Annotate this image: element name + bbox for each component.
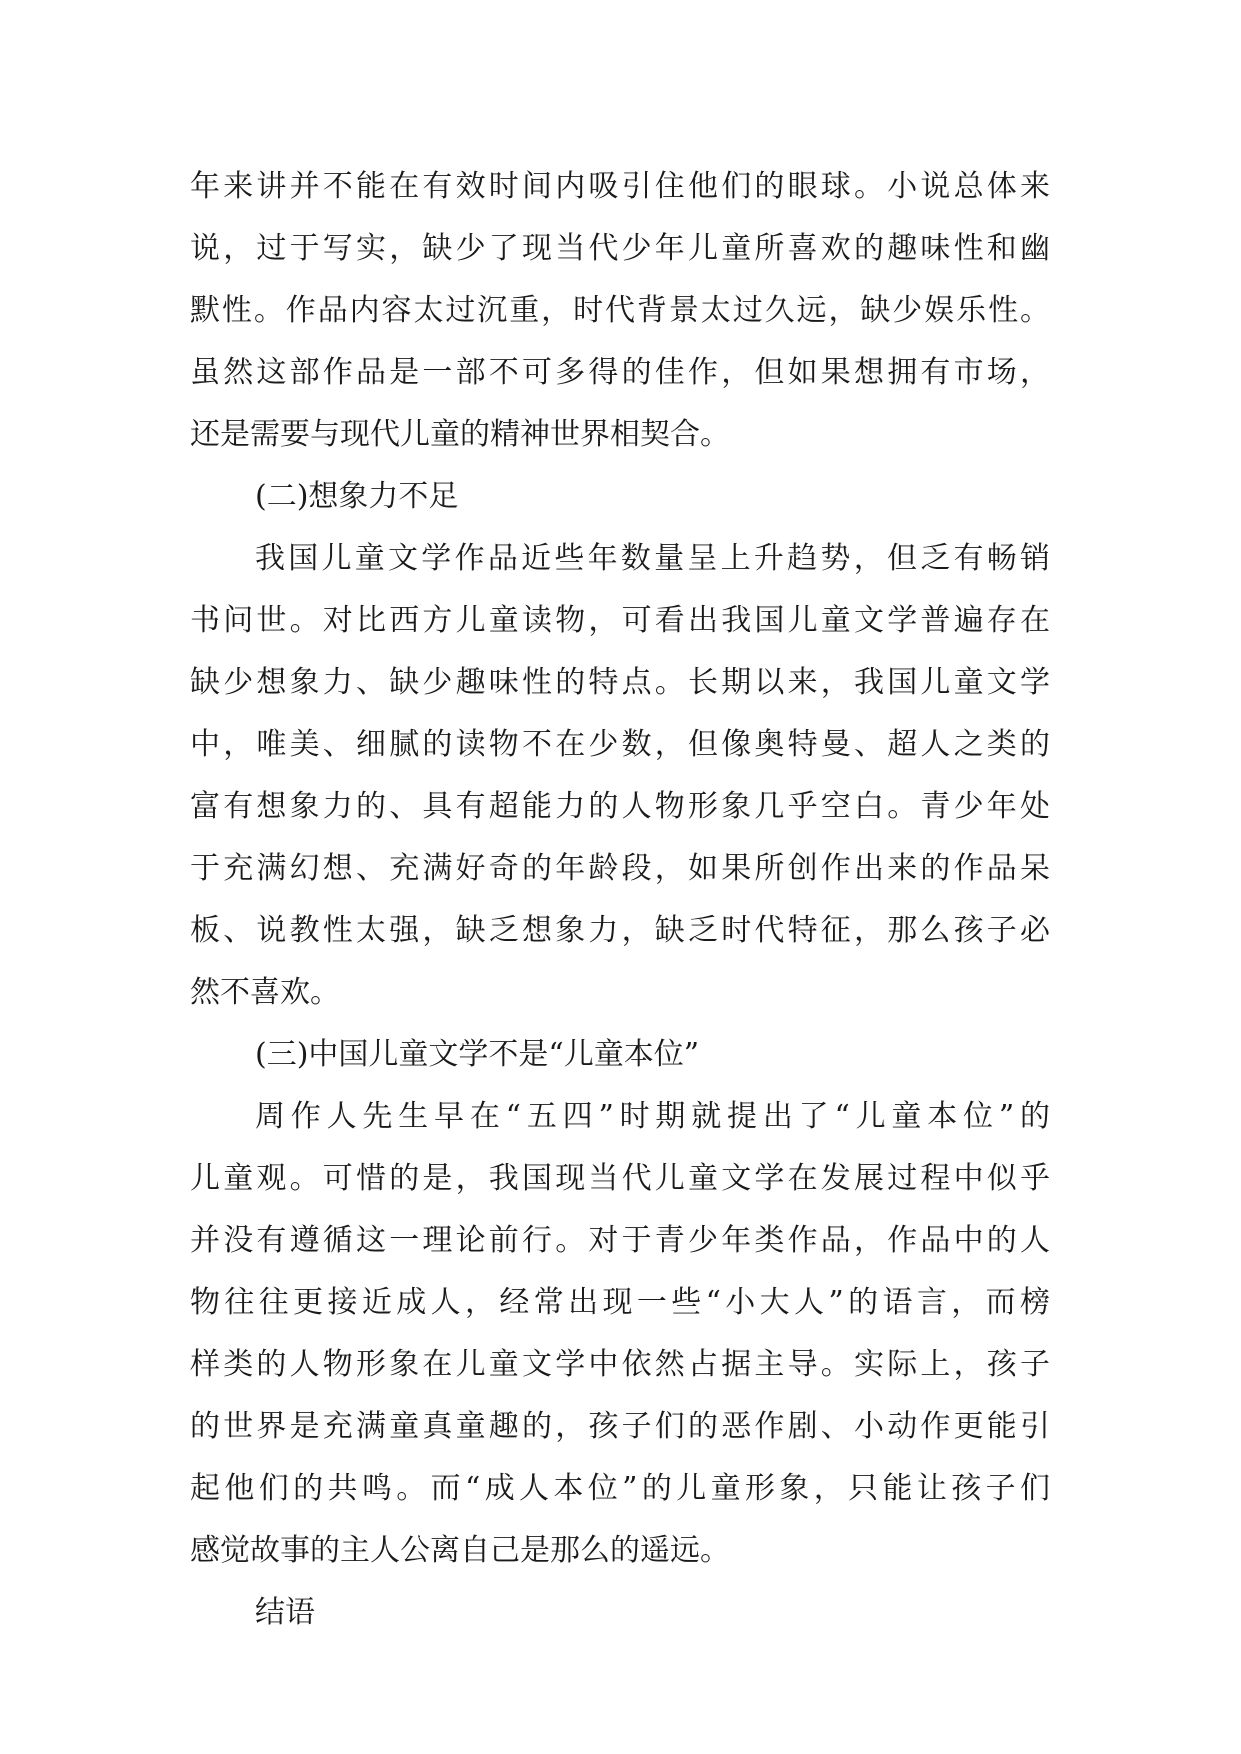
paragraph-1-line-3: 默性。作品内容太过沉重，时代背景太过久远，缺少娱乐性。	[190, 293, 1050, 328]
paragraph-2-line-8: 然不喜欢。	[190, 975, 340, 1010]
paragraph-1-line-4: 虽然这部作品是一部不可多得的佳作，但如果想拥有市场，	[190, 355, 1050, 390]
paragraph-3-line-5: 样类的人物形象在儿童文学中依然占据主导。实际上，孩子	[190, 1347, 1050, 1382]
paragraph-3-line-7: 起他们的共鸣。而“成人本位”的儿童形象，只能让孩子们	[190, 1471, 1050, 1506]
paragraph-2-line-3: 缺少想象力、缺少趣味性的特点。长期以来，我国儿童文学	[190, 665, 1050, 700]
paragraph-3-line-1: 周作人先生早在“五四”时期就提出了“儿童本位”的	[255, 1099, 1050, 1134]
paragraph-2-line-2: 书问世。对比西方儿童读物，可看出我国儿童文学普遍存在	[190, 603, 1050, 638]
paragraph-3-line-4: 物往往更接近成人，经常出现一些“小大人”的语言，而榜	[190, 1285, 1050, 1320]
section-heading-imagination: (二)想象力不足	[255, 479, 459, 514]
paragraph-2-line-7: 板、说教性太强，缺乏想象力，缺乏时代特征，那么孩子必	[190, 913, 1050, 948]
paragraph-2-line-4: 中，唯美、细腻的读物不在少数，但像奥特曼、超人之类的	[190, 727, 1050, 762]
paragraph-3-line-6: 的世界是充满童真童趣的，孩子们的恶作剧、小动作更能引	[190, 1409, 1050, 1444]
paragraph-1-line-1: 年来讲并不能在有效时间内吸引住他们的眼球。小说总体来	[190, 169, 1050, 204]
paragraph-3-line-8: 感觉故事的主人公离自己是那么的遥远。	[190, 1533, 730, 1568]
paragraph-1-line-2: 说，过于写实，缺少了现当代少年儿童所喜欢的趣味性和幽	[190, 231, 1050, 266]
paragraph-2-line-6: 于充满幻想、充满好奇的年龄段，如果所创作出来的作品呆	[190, 851, 1050, 886]
paragraph-2-line-1: 我国儿童文学作品近些年数量呈上升趋势，但乏有畅销	[255, 541, 1050, 576]
section-heading-child-centered: (三)中国儿童文学不是“儿童本位”	[255, 1037, 700, 1072]
paragraph-3-line-3: 并没有遵循这一理论前行。对于青少年类作品，作品中的人	[190, 1223, 1050, 1258]
paragraph-1-line-5: 还是需要与现代儿童的精神世界相契合。	[190, 417, 730, 452]
paragraph-3-line-2: 儿童观。可惜的是，我国现当代儿童文学在发展过程中似乎	[190, 1161, 1050, 1196]
paragraph-2-line-5: 富有想象力的、具有超能力的人物形象几乎空白。青少年处	[190, 789, 1050, 824]
section-heading-conclusion: 结语	[255, 1595, 315, 1630]
